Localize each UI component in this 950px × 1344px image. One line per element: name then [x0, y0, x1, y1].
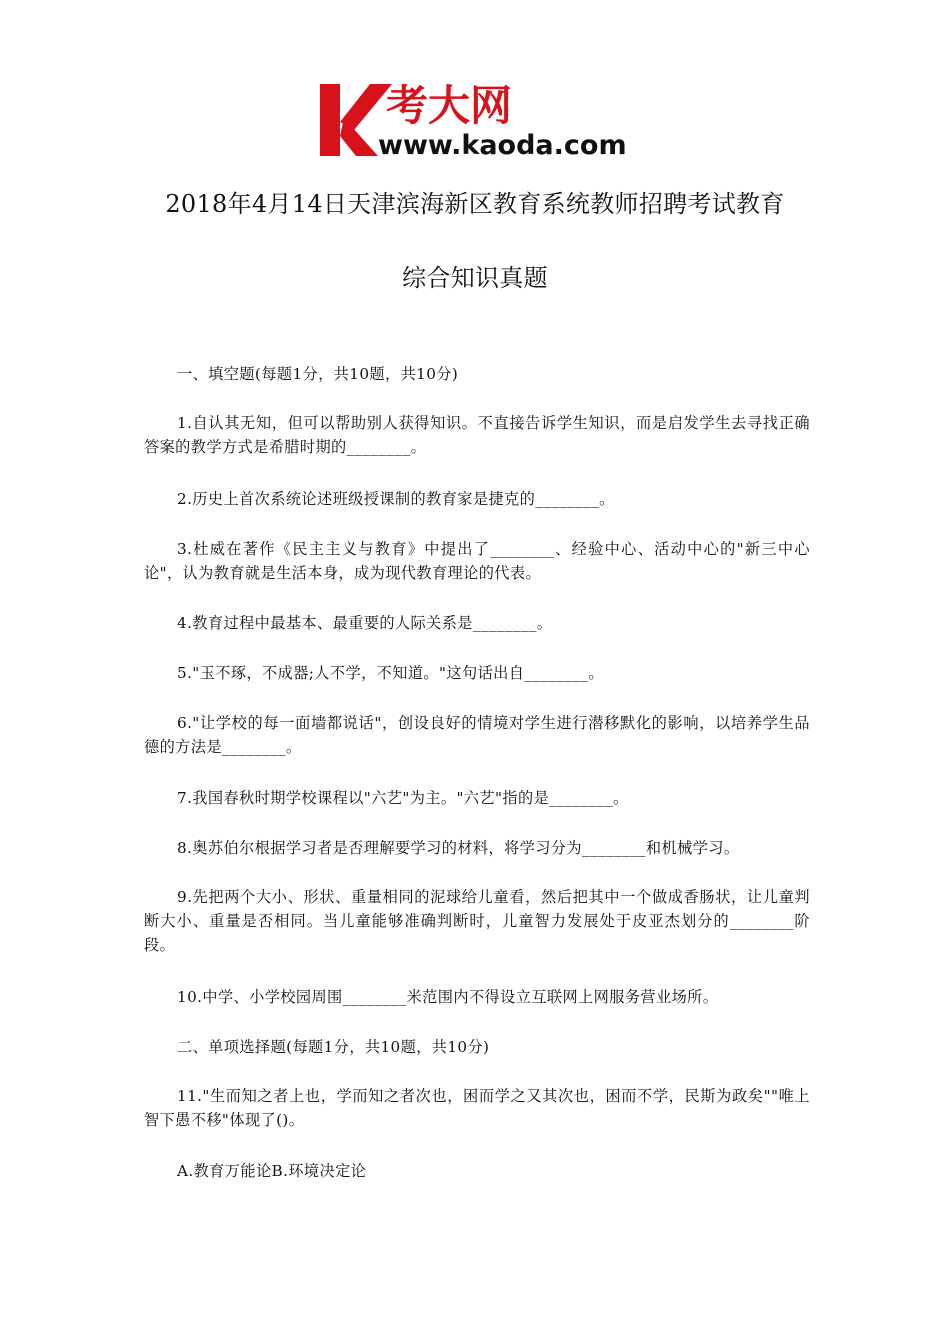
- section-heading-fill-in: 一、填空题(每题1分，共10题，共10分): [177, 365, 459, 383]
- question-6: 6."让学校的每一面墙都说话"，创设良好的情境对学生进行潜移默化的影响，以培养学生品德的方法是________。: [144, 714, 810, 756]
- logo-domain-text: www.kaoda.com: [378, 130, 627, 160]
- logo-brand-text: 考大网: [386, 81, 513, 130]
- kaoda-logo: [318, 78, 638, 160]
- question-1: 1.自认其无知，但可以帮助别人获得知识。不直接告诉学生知识，而是启发学生去寻找正确答案的教学方式是希腊时期的________。: [144, 414, 810, 456]
- question-3: 3.杜威在著作《民主主义与教育》中提出了________、经验中心、活动中心的"新三中心论"，认为教育就是生活本身，成为现代教育理论的代表。: [144, 540, 810, 582]
- question-5: 5."玉不琢，不成器;人不学，不知道。"这句话出自________。: [177, 664, 604, 682]
- document-title-line-1: 2018年4月14日天津滨海新区教育系统教师招聘考试教育: [165, 190, 785, 218]
- document-title-line-2: 综合知识真题: [402, 264, 548, 292]
- question-11: 11."生而知之者上也，学而知之者次也，困而学之又其次也，困而不学，民斯为政矣""唯上智下愚不移"体现了()。: [144, 1087, 810, 1129]
- question-2: 2.历史上首次系统论述班级授课制的教育家是捷克的________。: [177, 490, 615, 508]
- question-10: 10.中学、小学校园周围________米范围内不得设立互联网上网服务营业场所。: [177, 988, 719, 1006]
- question-8: 8.奥苏伯尔根据学习者是否理解要学习的材料，将学习分为________和机械学习。: [177, 839, 740, 857]
- section-heading-single-choice: 二、单项选择题(每题1分，共10题，共10分): [177, 1038, 490, 1056]
- question-4: 4.教育过程中最基本、最重要的人际关系是________。: [177, 614, 553, 632]
- question-7: 7.我国春秋时期学校课程以"六艺"为主。"六艺"指的是________。: [177, 789, 629, 807]
- question-9: 9.先把两个大小、形状、重量相同的泥球给儿童看，然后把其中一个做成香肠状，让儿童判断大小、重量是否相同。当儿童能够准确判断时，儿童智力发展处于皮亚杰划分的________阶段。: [144, 888, 810, 954]
- question-11-options: A.教育万能论B.环境决定论: [177, 1162, 367, 1180]
